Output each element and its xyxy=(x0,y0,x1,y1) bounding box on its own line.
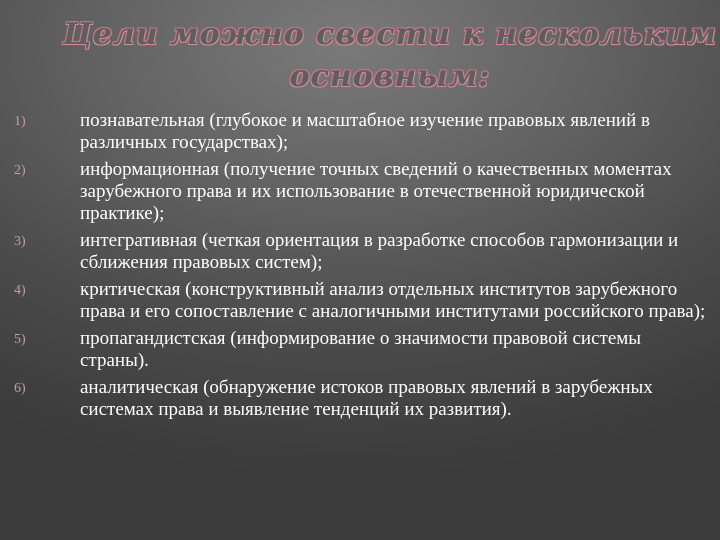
list-item-number: 2) xyxy=(14,163,26,178)
list-item-text: аналитическая (обнаружение истоков правовых явлений в зарубежных системах права и выявление тенденций их развития). xyxy=(80,377,653,420)
list-item-number: 1) xyxy=(14,114,26,129)
slide-title-line-1: Цели можно свести к нескольким xyxy=(62,17,718,52)
list-item xyxy=(14,377,714,421)
list-item-number: 3) xyxy=(14,234,26,249)
goals-list xyxy=(14,110,714,426)
list-item xyxy=(14,279,714,323)
list-item-text: критическая (конструктивный анализ отдельных институтов зарубежного права и его сопоставление с аналогичными институтами российского права); xyxy=(80,279,706,322)
list-item-number: 6) xyxy=(14,381,26,396)
list-item xyxy=(14,328,714,372)
list-item-text: пропагандистская (информирование о значимости правовой системы страны). xyxy=(80,328,642,371)
list-item-number: 5) xyxy=(14,332,26,347)
list-item-text: интегративная (четкая ориентация в разработке способов гармонизации и сближения правовых систем); xyxy=(80,230,679,273)
list-item xyxy=(14,230,714,274)
list-item xyxy=(14,110,714,154)
list-item-number: 4) xyxy=(14,283,26,298)
list-item-text: познавательная (глубокое и масштабное изучение правовых явлений в различных государствах); xyxy=(80,110,650,153)
slide-title-line-2: основным: xyxy=(289,59,491,94)
list-item-text: информационная (получение точных сведений о качественных моментах зарубежного права и их использование в отечественной юридической практике); xyxy=(80,159,672,224)
list-item xyxy=(14,159,714,225)
slide-title xyxy=(40,14,720,98)
